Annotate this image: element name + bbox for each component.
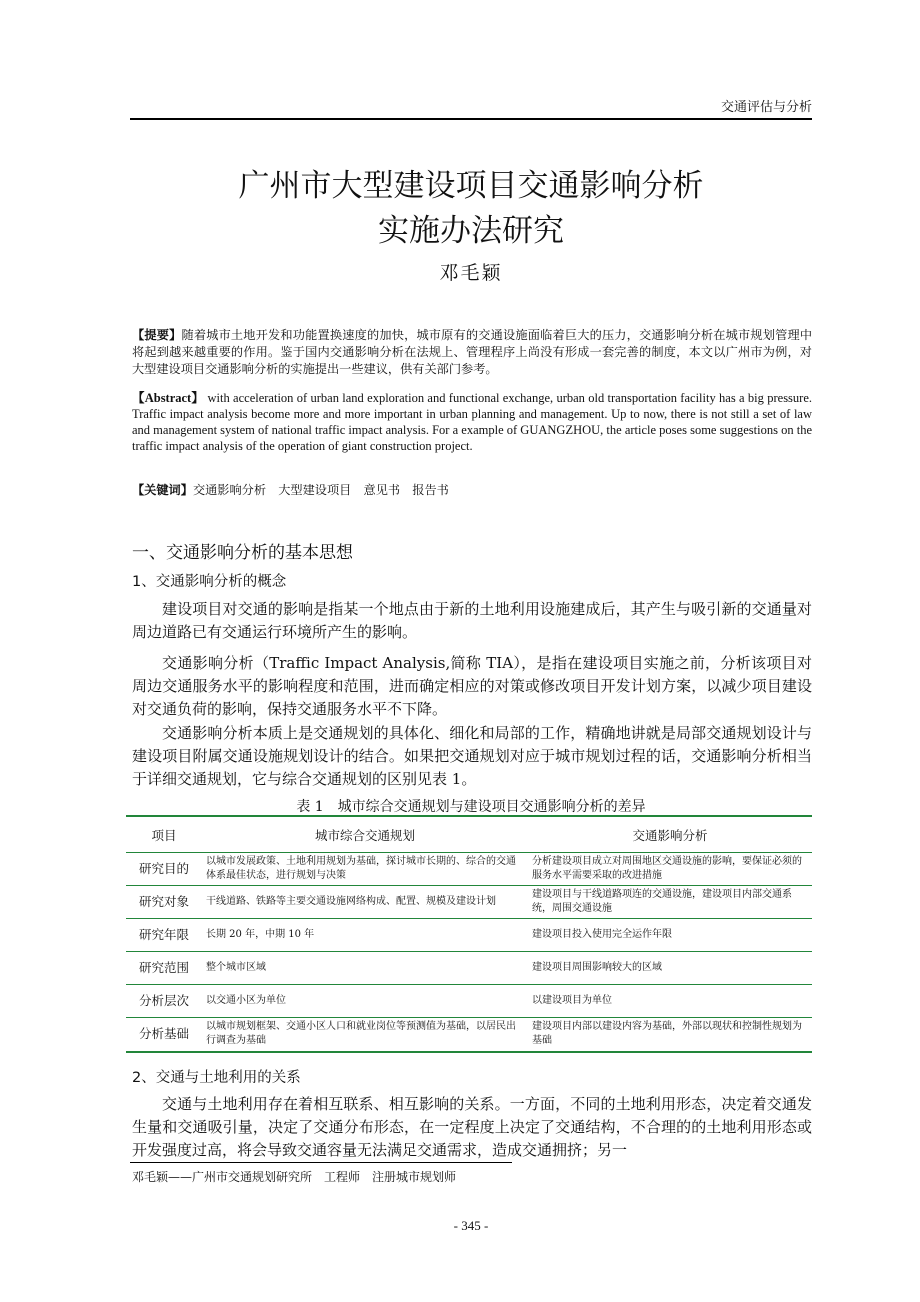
table-cell: 建设项目周围影响较大的区域 [528, 952, 812, 985]
table-cell: 分析层次 [126, 985, 202, 1018]
table-cell: 以城市发展政策、土地利用规划为基础，探讨城市长期的、综合的交通体系最佳状态，进行规划与决策 [202, 853, 528, 886]
table-cell: 整个城市区域 [202, 952, 528, 985]
table-row [126, 985, 812, 1018]
table-header-item: 项目 [126, 816, 202, 853]
table-cell: 长期 20 年，中期 10 年 [202, 919, 528, 952]
table-row [126, 919, 812, 952]
footnote: 邓毛颖——广州市交通规划研究所 工程师 注册城市规划师 [132, 1170, 457, 1184]
table-header-tia: 交通影响分析 [528, 816, 812, 853]
table-cell: 建设项目内部以建设内容为基础，外部以现状和控制性规划为基础 [528, 1018, 812, 1052]
header-rule [130, 118, 812, 120]
title-line-1: 广州市大型建设项目交通影响分析 [238, 168, 704, 204]
table-row [126, 853, 812, 886]
abstract-cn [132, 327, 812, 378]
table-caption: 表 1 城市综合交通规划与建设项目交通影响分析的差异 [296, 799, 646, 815]
title-line-2: 实施办法研究 [378, 213, 564, 249]
keywords [132, 482, 812, 499]
abstract-cn-label: 【提要】 [132, 328, 182, 342]
table-cell: 以城市规划框架、交通小区人口和就业岗位等预测值为基础，以居民出行调查为基础 [202, 1018, 528, 1052]
table-cell: 研究范围 [126, 952, 202, 985]
page-number: - 345 - [453, 1218, 489, 1233]
abstract-cn-text: 随着城市土地开发和功能置换速度的加快，城市原有的交通设施面临着巨大的压力，交通影响分析在城市规划管理中将起到越来越重要的作用。鉴于国内交通影响分析在法规上、管理程序上尚没有形成一套完善的制度，本文以广州市为例，对大型建设项目交通影响分析的实施提出一些建议，供有关部门参考。 [132, 328, 813, 376]
table-cell: 建设项目与干线道路项连的交通设施，建设项目内部交通系统，周围交通设施 [528, 886, 812, 919]
subsection-heading-2: 2、交通与土地利用的关系 [132, 1070, 301, 1086]
abstract-en-text: with acceleration of urban land exploration and functional exchange, urban old transportation facility has a big pressure. Traffic impact analysis become more and more important in urban planning and management. Up to now, there is not still a set of law and management system of national traffic impact analysis. For a example of GUANGZHOU, the article poses some suggestions on the traffic impact analysis of the operation of giant construction project. [132, 391, 813, 453]
abstract-en [132, 390, 812, 454]
paragraph-4: 交通与土地利用存在着相互联系、相互影响的关系。一方面，不同的土地利用形态，决定着交通发生量和交通吸引量，决定了交通分布形态，在一定程度上决定了交通结构，不合理的的土地利用形态或开发强度过高，将会导致交通容量无法满足交通需求，造成交通拥挤；另一 [132, 1095, 812, 1159]
keywords-label: 【关键词】 [132, 483, 193, 497]
author: 邓毛颖 [439, 262, 503, 284]
table-cell: 以交通小区为单位 [202, 985, 528, 1018]
section-heading-1: 一、交通影响分析的基本思想 [132, 543, 353, 563]
table-cell: 以建设项目为单位 [528, 985, 812, 1018]
table-cell: 分析基础 [126, 1018, 202, 1052]
abstract-en-label: 【Abstract】 [132, 391, 205, 405]
footnote-rule [130, 1162, 512, 1163]
running-head: 交通评估与分析 [720, 100, 812, 115]
subsection-heading-1: 1、交通影响分析的概念 [132, 574, 287, 590]
table-cell: 分析建设项目成立对周围地区交通设施的影响，要保证必须的服务水平需要采取的改进措施 [528, 853, 812, 886]
table-row [126, 952, 812, 985]
keywords-text: 交通影响分析 大型建设项目 意见书 报告书 [192, 483, 449, 497]
table-cell: 建设项目投入使用完全运作年限 [528, 919, 812, 952]
table-cell: 研究目的 [126, 853, 202, 886]
table-1 [126, 815, 812, 1053]
table-cell: 研究年限 [126, 919, 202, 952]
table-row [126, 886, 812, 919]
table-row [126, 1018, 812, 1052]
paragraph-3: 交通影响分析本质上是交通规划的具体化、细化和局部的工作，精确地讲就是局部交通规划设计与建设项目附属交通设施规划设计的结合。如果把交通规划对应于城市规划过程的话，交通影响分析相当于详细交通规划，它与综合交通规划的区别见表 1。 [132, 724, 812, 788]
paragraph-1: 建设项目对交通的影响是指某一个地点由于新的土地利用设施建成后，其产生与吸引新的交通量对周边道路已有交通运行环境所产生的影响。 [132, 600, 812, 641]
table-cell: 干线道路、铁路等主要交通设施网络构成、配置、规模及建设计划 [202, 886, 528, 919]
table-cell: 研究对象 [126, 886, 202, 919]
paragraph-2: 交通影响分析（Traffic Impact Analysis,简称 TIA），是指在建设项目实施之前，分析该项目对周边交通服务水平的影响程度和范围，进而确定相应的对策或修改项目开发计划方案，以减少项目建设对交通负荷的影响，保持交通服务水平不下降。 [132, 654, 812, 718]
table-header-plan: 城市综合交通规划 [202, 816, 528, 853]
